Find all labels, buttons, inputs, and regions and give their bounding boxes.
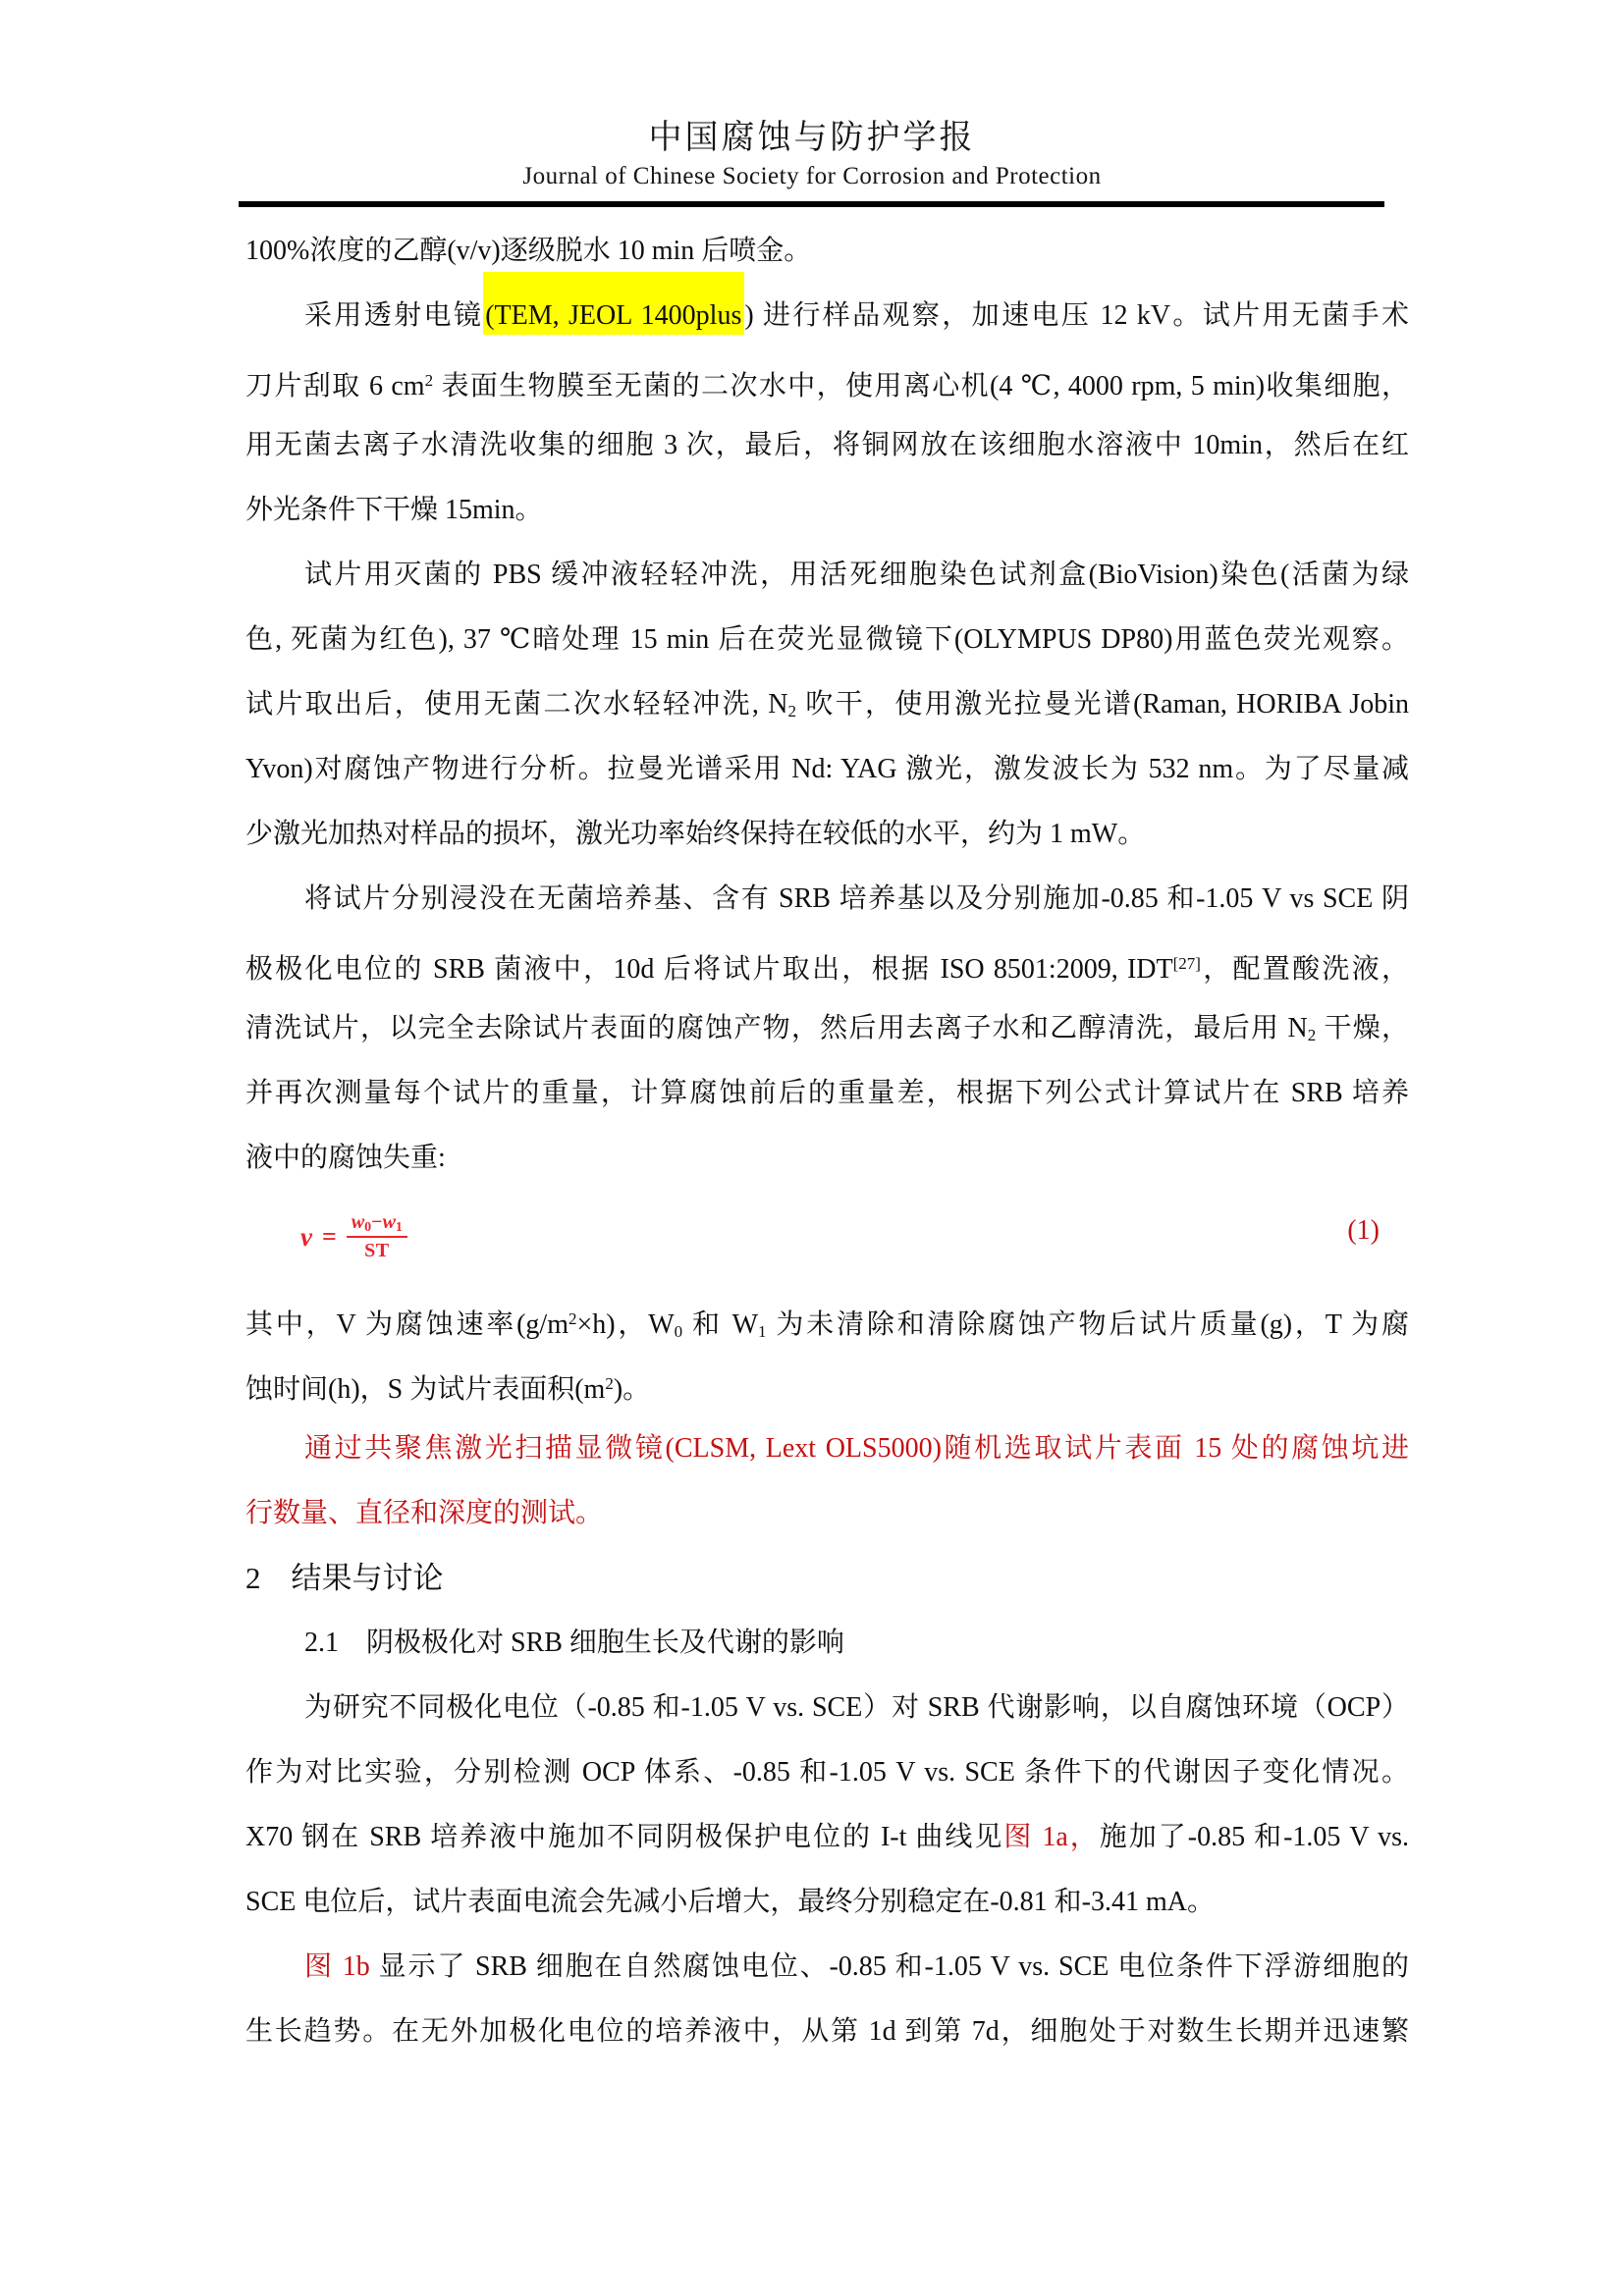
text-segment: 为研究不同极化电位（-0.85 和-1.05 V vs. SCE）对 SRB 代谢影响，以自腐蚀环境（OCP） [304,1692,1409,1723]
text-segment: 其中，V 为腐蚀速率(g/m [245,1309,568,1340]
equation-fraction [347,1211,407,1262]
equation-numerator [347,1211,407,1238]
text-segment: 2 结果与讨论 [245,1561,444,1595]
body-line [245,867,1409,932]
text-segment: 采用透射电镜 [304,300,484,331]
text-segment: 将试片分别浸没在无菌培养基、含有 SRB 培养基以及分别施加-0.85 和-1.05 V vs SCE 阴 [304,883,1409,914]
text-segment: 显示了 SRB 细胞在自然腐蚀电位、-0.85 和-1.05 V vs. SCE 电位条件下浮游细胞的 [369,1951,1409,1982]
text-segment: 2 [1307,1026,1317,1044]
text-segment: 刀片刮取 6 cm [245,371,425,401]
text-segment: 1 [758,1322,767,1341]
body-line [245,996,1409,1061]
text-segment: 2 [605,1374,614,1393]
text-segment: 为未清除和清除腐蚀产物后试片质量(g)，T 为腐 [766,1309,1409,1340]
text-segment: ×h)，W [576,1309,675,1340]
text-segment: Yvon)对腐蚀产物进行分析。拉曼光谱采用 Nd: YAG 激光，激发波长为 532 nm。为了尽量减 [245,754,1409,784]
text-segment: 并再次测量每个试片的重量，计算腐蚀前后的重量差，根据下列公式计算试片在 SRB 培养 [245,1078,1409,1108]
text-segment: 清洗试片，以完全去除试片表面的腐蚀产物，然后用去离子水和乙醇清洗，最后用 N [245,1013,1308,1043]
text-segment: 2 [424,371,434,390]
body-section-results [245,1287,1409,2064]
body-line [245,284,1409,348]
text-segment: [27] [1172,954,1201,973]
body-line [245,348,1409,413]
equation-lhs: v [300,1221,312,1252]
body-line [245,543,1409,608]
journal-title-cn: 中国腐蚀与防护学报 [648,120,976,156]
text-segment: 图 1a， [1003,1822,1100,1852]
body-line [245,608,1409,672]
text-segment: 通过共聚焦激光扫描显微镜(CLSM, Lext OLS5000)随机选取试片表面 15 处的腐蚀坑进 [304,1433,1409,1464]
text-segment: 行数量、直径和深度的测试。 [245,1498,604,1528]
text-segment: 用无菌去离子水清洗收集的细胞 3 次，最后，将铜网放在该细胞水溶液中 10min，然后在红 [245,430,1409,460]
body-line [245,1352,1409,1416]
text-segment: 2 [568,1309,577,1328]
text-segment: 极极化电位的 SRB 菌液中，10d 后将试片取出，根据 ISO 8501:2009, IDT [245,954,1173,985]
body-line [245,478,1409,543]
equation-1 [300,1211,407,1262]
text-segment: 试片取出后，使用无菌二次水轻轻冲洗, N [245,689,788,720]
numerator-sub0: 0 [364,1220,372,1235]
text-segment: ) 进行样品观察，加速电压 12 kV。试片用无菌手术 [744,300,1409,331]
text-segment: 和 W [682,1309,759,1340]
text-segment: SCE 电位后，试片表面电流会先减小后增大，最终分别稳定在-0.81 和-3.41 mA。 [245,1887,1216,1917]
text-segment: 试片用灭菌的 PBS 缓冲液轻轻冲洗，用活死细胞染色试剂盒(BioVision)染色(活菌为绿 [304,560,1409,590]
journal-title-en: Journal of Chinese Society for Corrosion and Protection [522,163,1102,189]
body-line [245,219,1409,284]
body-line [245,802,1409,867]
body-line [245,1870,1409,1935]
body-line [245,737,1409,802]
body-line [245,1416,1409,1481]
text-segment: 2.1 阴极极化对 SRB 细胞生长及代谢的影响 [304,1628,844,1658]
equation-denominator: ST [364,1240,390,1261]
body-line [245,1935,1409,2000]
text-segment: 液中的腐蚀失重: [245,1143,446,1173]
header-rule [239,201,1384,207]
text-segment: 2 [787,702,796,721]
body-line [245,2000,1409,2064]
body-line [245,1481,1409,1546]
body-line [245,413,1409,478]
text-segment: 表面生物膜至无菌的二次水中，使用离心机(4 ℃, 4000 rpm, 5 min)收集细胞， [433,371,1409,401]
text-segment: 100%浓度的乙醇(v/v)逐级脱水 10 min 后喷金。 [245,236,812,266]
text-segment: 生长趋势。在无外加极化电位的培养液中，从第 1d 到第 7d，细胞处于对数生长期并迅速繁 [245,2016,1409,2047]
text-segment: (TEM, JEOL 1400plus [483,272,744,335]
text-segment: 0 [674,1322,683,1341]
body-section-methods [245,219,1409,1191]
body-line [245,932,1409,996]
numerator-w0: w [351,1211,365,1233]
body-line [245,1676,1409,1740]
text-segment: 色, 死菌为红色), 37 ℃暗处理 15 min 后在荧光显微镜下(OLYMPUS DP80)用蓝色荧光观察。 [245,624,1409,655]
body-line [245,1805,1409,1870]
text-segment: 作为对比实验，分别检测 OCP 体系、-0.85 和-1.05 V vs. SCE 条件下的代谢因子变化情况。 [245,1757,1409,1788]
body-line [245,1287,1409,1352]
body-line [245,1126,1409,1191]
text-segment: 施加了-0.85 和-1.05 V vs. [1099,1822,1410,1852]
numerator-sub1: 1 [395,1220,403,1235]
numerator-minus: − [371,1211,383,1233]
numerator-w1: w [382,1211,396,1233]
body-line [245,1546,1409,1611]
equation-equals: = [321,1222,337,1251]
equation-number: (1) [1347,1215,1380,1246]
text-segment: 干燥， [1316,1013,1409,1043]
body-line [245,672,1409,737]
body-line [245,1740,1409,1805]
text-segment: 少激光加热对样品的损坏，激光功率始终保持在较低的水平，约为 1 mW。 [245,819,1146,849]
text-segment: ，配置酸洗液， [1200,954,1409,985]
text-segment: 图 1b [304,1951,370,1982]
text-segment: 吹干，使用激光拉曼光谱(Raman, HORIBA Jobin [796,689,1409,720]
text-segment: )。 [613,1374,651,1405]
body-line [245,1611,1409,1676]
text-segment: 蚀时间(h)，S 为试片表面积(m [245,1374,606,1405]
text-segment: X70 钢在 SRB 培养液中施加不同阴极保护电位的 I-t 曲线见 [245,1822,1004,1852]
text-segment: 外光条件下干燥 15min。 [245,495,543,525]
body-line [245,1061,1409,1126]
